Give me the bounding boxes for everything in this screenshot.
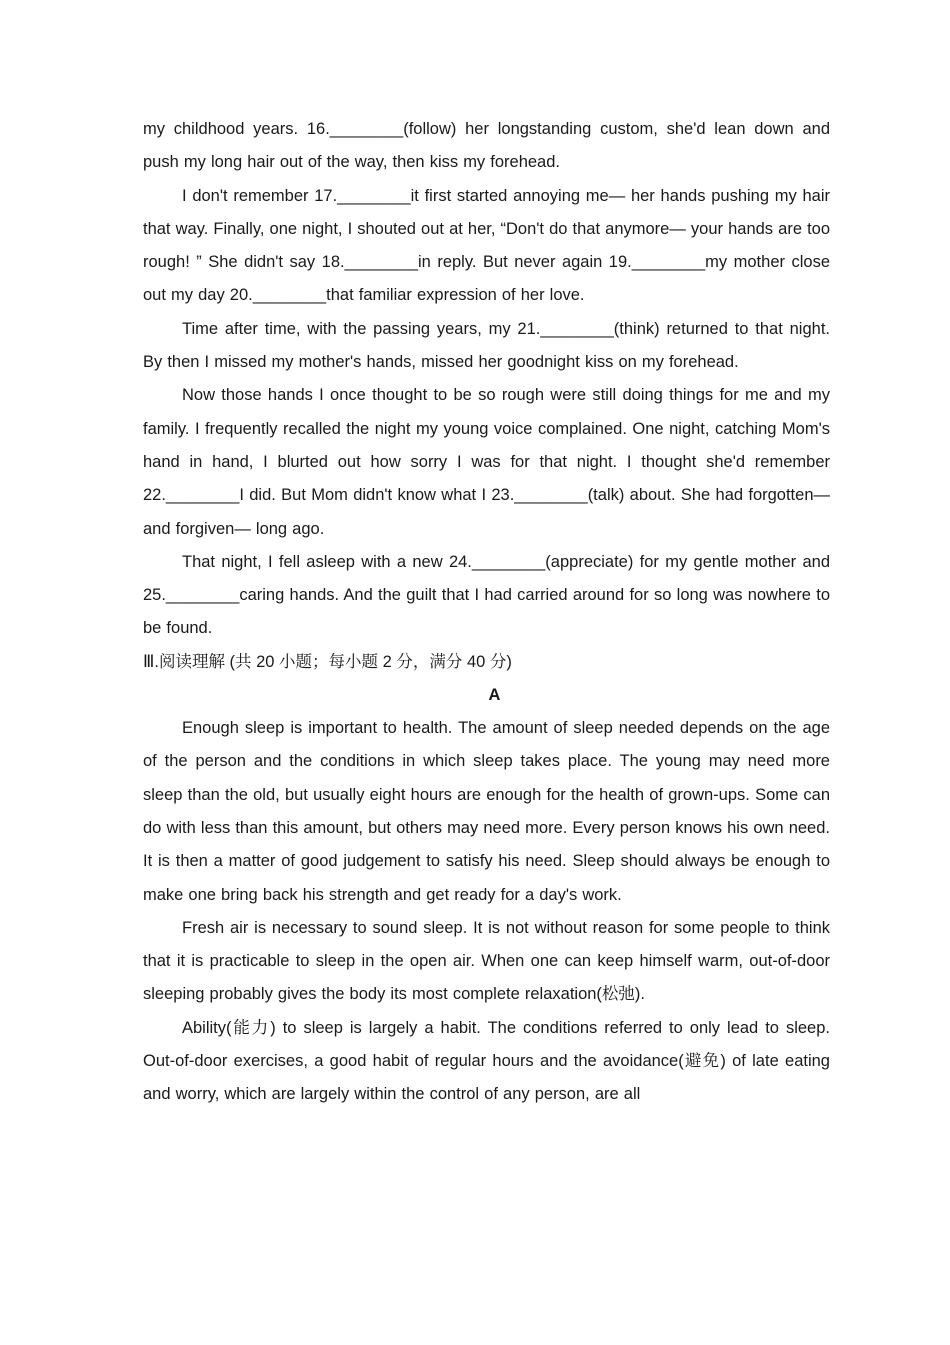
- paragraph-5: That night, I fell asleep with a new 24.________(appreciate) for my gentle mother and 25.________caring hands. And the guilt that I had carried around for so long was nowhere to be found.: [143, 552, 830, 638]
- part-title: A: [488, 686, 501, 705]
- passage-paragraph-2: Fresh air is necessary to sound sleep. It is not without reason for some people to think that it is practicable to sleep in the open air. When one can keep himself warm, out-of-door sleeping probably gives the body its most complete relaxation(松弛).: [143, 918, 830, 1004]
- passage-paragraph-3: Ability(能力) to sleep is largely a habit. The conditions referred to only lead to sleep. Out-of-door exercises, a good habit of regular hours and the avoidance(避免) of late eating and worry, which are largely within the control of any person, are all: [143, 1018, 830, 1104]
- paragraph-1: my childhood years. 16.________(follow) her longstanding custom, she'd lean down and push my long hair out of the way, then kiss my forehead.: [143, 120, 830, 172]
- paragraph-4: Now those hands I once thought to be so rough were still doing things for me and my family. I frequently recalled the night my young voice complained. One night, catching Mom's hand in hand, I blurted out how sorry I was for that night. I thought she'd remember 22.________I did. But Mom didn't know what I 23.________(talk) about. She had forgotten— and forgiven— long ago.: [143, 386, 830, 538]
- section-heading: Ⅲ.阅读理解 (共 20 小题；每小题 2 分，满分 40 分): [143, 652, 512, 671]
- passage-paragraph-1: Enough sleep is important to health. The amount of sleep needed depends on the age of the person and the conditions in which sleep takes place. The young may need more sleep than the old, but usually eight hours are enough for the health of grown-ups. Some can do with less than this amount, but others may need more. Every person knows his own need. It is then a matter of good judgement to satisfy his need. Sleep should always be enough to make one bring back his strength and get ready for a day's work.: [143, 719, 830, 904]
- document-page: [143, 113, 830, 1112]
- paragraph-2: I don't remember 17.________it first started annoying me— her hands pushing my hair that way. Finally, one night, I shouted out at her, “Don't do that anymore— your hands are too rough! ” She didn't say 18.________in reply. But never again 19.________my mother close out my day 20.________that familiar expression of her love.: [143, 186, 831, 305]
- paragraph-3: Time after time, with the passing years, my 21.________(think) returned to that night. By then I missed my mother's hands, missed her goodnight kiss on my forehead.: [143, 319, 830, 372]
